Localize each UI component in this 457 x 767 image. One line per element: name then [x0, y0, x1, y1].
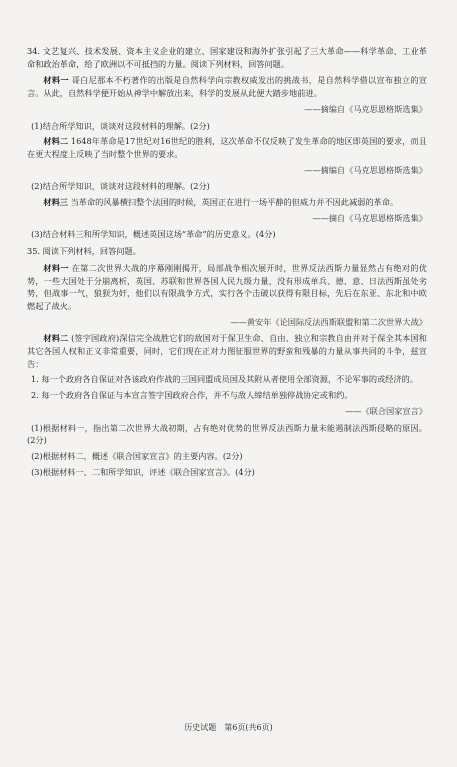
- q34-material-3-label: 材料三: [43, 197, 68, 208]
- q35-material-2-source: ——《联合国家宣言》: [345, 405, 427, 416]
- question-35-stem: 35. 阅读下列材料，回答问题。: [27, 246, 141, 257]
- q35-material-2-label: 材料二: [43, 333, 69, 344]
- q35-material-1-text: 在第二次世界大战的序幕刚刚揭开，局部战争相次展开时，世界反法西斯力量显然占有绝对的优势，一些大国处于分崩离析，英国、苏联和世界各国人民九级力量，没有形成单兵、德、意、日法西斯虽处劣势，但战事一气，狼狈为奸，他们以有限战争方式，实行各个击破以获得有限目标，先后在东亚、东北和中欧燃起了战火。: [27, 262, 427, 311]
- q34-subquestion-1: (1)结合所学知识，谈谈对这段材料的理解。(2分): [31, 120, 210, 131]
- q35-material-1-source: ——黄安年《论国际反法西斯联盟和第二次世界大战》: [230, 316, 427, 327]
- q35-material-1: [27, 262, 427, 313]
- q34-material-3-source: ——摘自《马克思恩格斯选集》: [312, 212, 427, 223]
- q34-material-2-label: 材料二: [43, 136, 69, 147]
- q34-material-1-label: 材料一: [43, 75, 69, 86]
- q35-material-2-item-1: 1. 每一个政府各自保证对各该政府作战的三国同盟成员国及其附从者使用全部资源，不论军事的或经济的。: [31, 374, 419, 385]
- q34-material-2-text: 1648年革命是17世纪对16世纪的胜利，这次革命不仅反映了发生革命的地区即英国的要求，而且在更大程度上反映了当时整个世界的要求。: [27, 136, 427, 159]
- q34-material-2-source: ——摘编自《马克思恩格斯选集》: [304, 164, 427, 175]
- q35-subquestion-1: (1)根据材料一，指出第二次世界大战初期，占有绝对优势的世界反法西斯力量未能遏制法西斯侵略的原因。(2分): [27, 422, 427, 446]
- q34-material-1-source: ——摘编自《马克思恩格斯选集》: [304, 103, 427, 114]
- q35-material-2: [27, 332, 427, 370]
- q34-material-1: [27, 74, 427, 99]
- q34-subquestion-2: (2)结合所学知识，谈谈对这段材料的理解。(2分): [31, 181, 210, 192]
- exam-content: [27, 41, 427, 481]
- q35-subquestion-3: (3)根据材料一、二和所学知识，评述《联合国家宣言》。(4分): [31, 466, 255, 477]
- page-footer: 历史试题 第6页(共6页): [184, 723, 273, 732]
- q35-material-2-text: (签字国政府)深信完全战胜它们的敌国对于保卫生命、自由、独立和宗教自由并对于保全其本国和其它各国人权和正义非常重要，同时，它们现在正对力图征服世界的野蛮和残暴的力量从事共同的斗争，兹宣告：: [27, 333, 427, 369]
- q35-material-2-item-2: 2. 每一个政府各自保证与本宣言签字国政府合作，并不与敌人缔结单独停战协定或和约。: [31, 390, 353, 401]
- q35-subquestion-2: (2)根据材料二，概述《联合国家宣言》的主要内容。(2分): [31, 450, 243, 461]
- q34-material-2: [27, 135, 427, 160]
- q34-material-3-text: 当革命的风暴横扫整个法国的时候，英国正在进行一场平静的但威力并不因此减弱的革命。: [70, 197, 399, 208]
- q34-subquestion-3: (3)结合材料三和所学知识，概述英国这场“革命”的历史意义。(4分): [31, 229, 276, 240]
- q34-material-1-text: 哥白尼那本不朽著作的出版是自然科学向宗教权威发出的挑战书，是自然科学借以宣布独立的宣言。从此，自然科学便开始从神学中解放出来，科学的发展从此便大踏步地前进。: [27, 75, 427, 99]
- question-34-stem: 34. 文艺复兴、技术发展、资本主义企业的建立、国家建设和海外扩张引起了三大革命——科学革命、工业革命和政治革命，给了欧洲以不可抵挡的力量。阅读下列材料，回答问题。: [27, 46, 427, 69]
- q35-material-1-label: 材料一: [43, 262, 69, 273]
- q34-material-3: [27, 196, 427, 209]
